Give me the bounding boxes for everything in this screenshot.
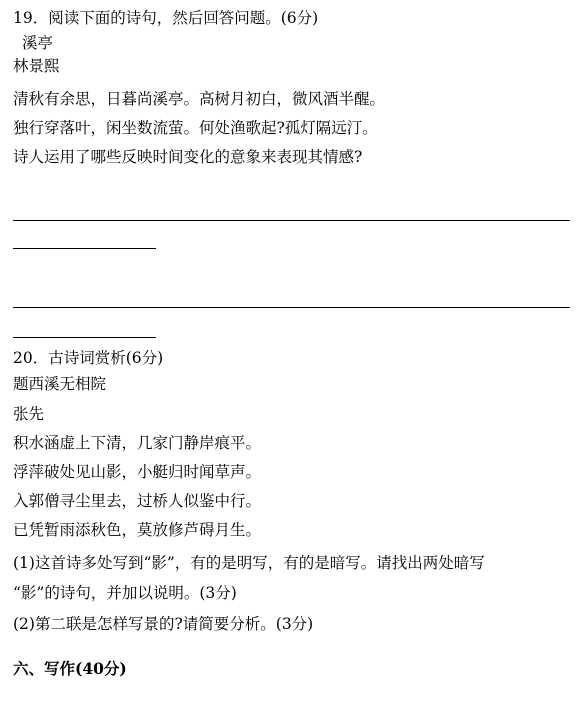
q20-subquestion-2: (2)第二联是怎样写景的?请简要分析。(3分) — [13, 615, 314, 633]
answer-line-2-short — [13, 337, 156, 338]
q19-heading: 19．阅读下面的诗句，然后回答问题。(6分) — [13, 9, 319, 27]
answer-line-1 — [13, 220, 570, 221]
q19-question: 诗人运用了哪些反映时间变化的意象来表现其情感? — [13, 148, 363, 166]
section-6-heading: 六、写作(40分) — [13, 659, 127, 678]
q19-poem-line-2: 独行穿落叶，闲坐数流萤。何处渔歌起?孤灯隔远汀。 — [13, 119, 378, 137]
q19-poem-line-1: 清秋有余思，日暮尚溪亭。高树月初白，微风酒半醒。 — [13, 90, 386, 108]
q20-heading: 20．古诗词赏析(6分) — [13, 349, 164, 367]
q19-poem-title: 溪亭 — [22, 34, 54, 52]
q20-author: 张先 — [13, 405, 45, 423]
q20-subquestion-1-line-2: “影”的诗句，并加以说明。(3分) — [13, 584, 237, 602]
q20-subquestion-1-line-1: (1)这首诗多处写到“影”，有的是明写，有的是暗写。请找出两处暗写 — [13, 554, 485, 572]
q20-poem-title: 题西溪无相院 — [13, 375, 107, 393]
q19-author: 林景熙 — [13, 57, 60, 75]
q20-poem-line-3: 入郭僧寻尘里去，过桥人似鉴中行。 — [13, 492, 262, 510]
answer-line-2 — [13, 307, 570, 308]
q20-poem-line-2: 浮萍破处见山影，小艇归时闻草声。 — [13, 463, 262, 481]
q20-poem-line-4: 已凭暂雨添秋色，莫放修芦碍月生。 — [13, 521, 262, 539]
answer-line-1-short — [13, 248, 156, 249]
q20-poem-line-1: 积水涵虚上下清，几家门静岸痕平。 — [13, 434, 262, 452]
